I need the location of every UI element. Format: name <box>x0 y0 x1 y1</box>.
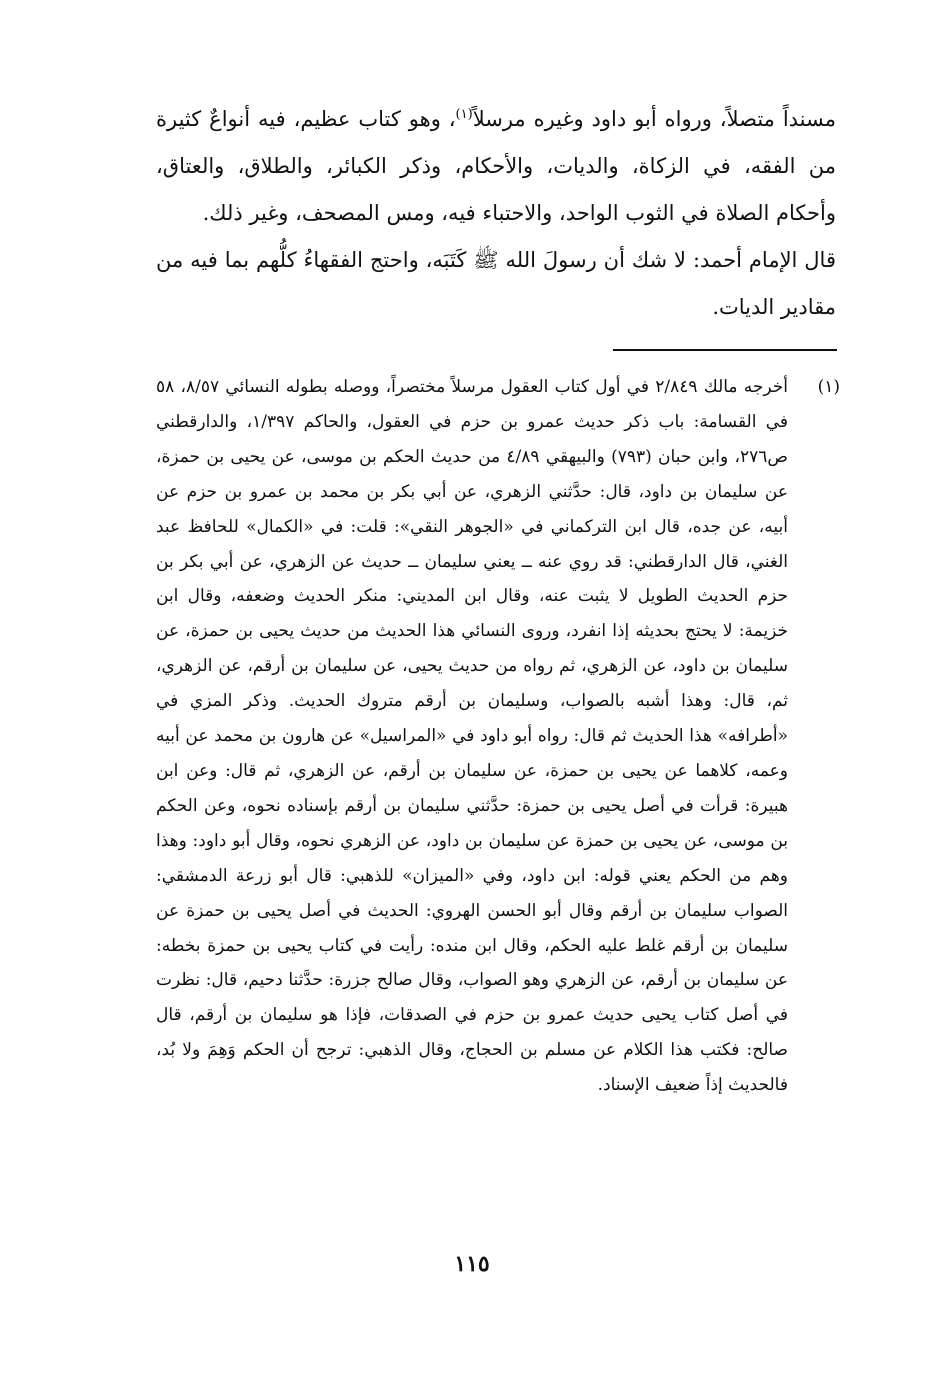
footnote-text: أخرجه مالك ٢/٨٤٩ في أول كتاب العقول مرسلاً مختصراً، ووصله بطوله النسائي ٨/٥٧، ٥٨ في القسامة: باب ذكر حديث عمرو بن حزم في العقول، والحاكم ١/٣٩٧، والدارقطني ص٢٧٦، وابن حبان (٧٩٣) والبيهقي ٤/٨٩ من حديث الحكم بن موسى، عن يحيى بن حمزة، عن سليمان بن داود، قال: حدَّثني الزهري، عن أبي بكر بن محمد بن عمرو بن حزم عن أبيه، عن جده، قال ابن التركماني في «الجوهر النقي»: قلت: في «الكمال» للحافظ عبد الغني، قال الدارقطني: قد روي عنه ــ يعني سليمان ــ حديث عن الزهري، عن أبي بكر بن حزم الحديث الطويل لا يثبت عنه، وقال ابن المديني: منكر الحديث وضعفه، وقال ابن خزيمة: لا يحتج بحديثه إذا انفرد، وروى النسائي هذا الحديث من حديث يحيى بن حمزة، عن سليمان بن داود، عن الزهري، ثم رواه من حديث يحيى، عن سليمان بن أرقم، عن الزهري، ثم، قال: وهذا أشبه بالصواب، وسليمان بن أرقم متروك الحديث. وذكر المزي في «أطرافه» هذا الحديث ثم قال: رواه أبو داود في «المراسيل» عن هارون بن محمد عن أبيه وعمه، كلاهما عن يحيى بن حمزة، عن سليمان بن أرقم، عن الزهري، ثم قال: وعن ابن هبيرة: قرأت في أصل يحيى بن حمزة: حدَّثني سليمان بن أرقم بإسناده نحوه، وعن الحكم بن موسى، عن يحيى بن حمزة عن سليمان بن داود، عن الزهري نحوه، وقال أبو داود: وهذا وهم من الحكم يعني قوله: ابن داود، وفي «الميزان» للذهبي: قال أبو زرعة الدمشقي: الصواب سليمان بن أرقم وقال أبو الحسن الهروي: الحديث في أصل يحيى بن حمزة عن سليمان بن أرقم غلط عليه الحكم، وقال ابن منده: رأيت في كتاب يحيى بن حمزة بخطه: عن سليمان بن أرقم، عن الزهري وهو الصواب، وقال صالح جزرة: حدَّثنا دحيم، قال: نظرت في أصل كتاب يحيى حديث عمرو بن حزم في الصدقات، فإذا هو سليمان بن أرقم، قال صالح: فكتب هذا الكلام عن مسلم بن الحجاج، وقال الذهبي: ترجح أن الحكم وَهِمَ ولا بُد، فالحديث إذاً ضعيف الإسناد. <box>156 377 789 1096</box>
footnote-divider <box>613 349 837 351</box>
page-number: ١١٥ <box>454 1251 490 1277</box>
main-text-block <box>156 96 836 331</box>
footnote-marker: (١) <box>817 377 840 397</box>
footnote-block <box>156 370 840 1103</box>
footnote-reference[interactable]: (١) <box>455 107 473 122</box>
main-paragraph-1 <box>156 96 836 237</box>
main-paragraph-1-start: مسنداً متصلاً، ورواه أبو داود وغيره مرسلاً <box>472 107 837 131</box>
main-paragraph-1-end: ، وهو كتاب عظيم، فيه أنواعٌ كثيرة من الفقه، في الزكاة، والديات، والأحكام، وذكر الكبائر، والطلاق، والعتاق، وأحكام الصلاة في الثوب الواحد، والاحتباء فيه، ومس المصحف، وغير ذلك. <box>156 107 836 225</box>
main-paragraph-2: قال الإمام أحمد: لا شك أن رسولَ الله ﷺ كَتَبَه، واحتج الفقهاءُ كلُّهم بما فيه من مقادير الديات. <box>156 248 836 319</box>
